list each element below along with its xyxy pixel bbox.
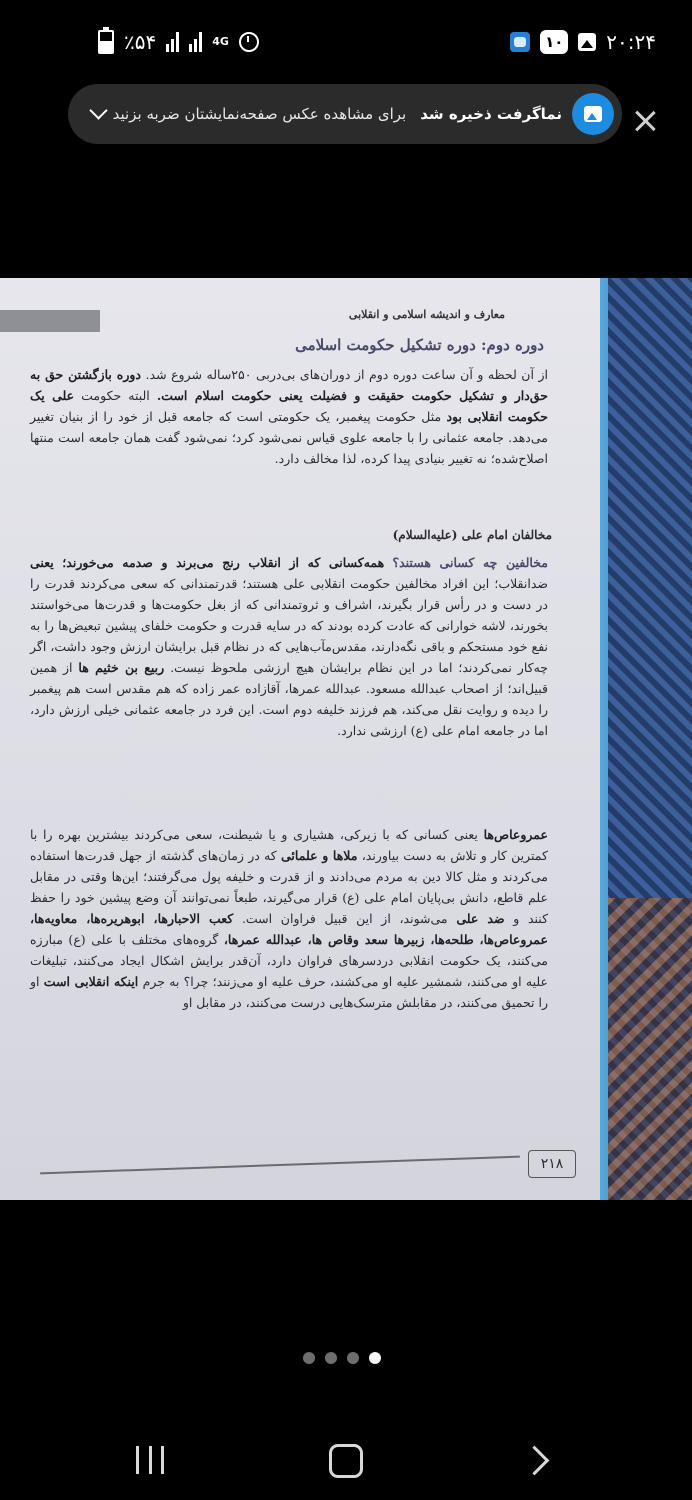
p3-bold-2: ملاها و علمائی [281,848,358,863]
p3-a: یعنی کسانی که با زیرکی، هشیاری و یا شیطنت، سعی می‌کردند بیشترین بهره را با کمترین کار و تلاش به دست بیاورند، [30,827,548,863]
page-dot-active[interactable] [369,1352,381,1364]
toast-message: برای مشاهده عکس صفحه‌نمایشتان ضربه بزنید [112,105,407,123]
network-type: 4G [212,35,229,48]
alarm-icon [239,32,259,52]
toast-title: نماگرفت ذخیره شد [420,105,562,123]
paragraph-2 [30,552,548,741]
notification-count-badge: ۱۰ [540,30,568,54]
status-left [98,30,259,54]
p3-c: می‌شوند، از این قبیل فراوان است. [241,911,448,926]
navigation-bar [0,1420,692,1500]
battery-percent: ٪۵۴ [124,30,157,54]
subheading: مخالفان امام علی (علیه‌السلام) [392,528,552,542]
p1-bold-2: علی یک حکومت انقلابی بود [30,388,548,424]
p2-bold: همه‌کسانی که از انقلاب رنج می‌برند و صدمه می‌خورند؛ یعنی [30,555,385,570]
gallery-icon [572,93,614,135]
signal-icon-2 [189,32,202,52]
status-right [510,30,656,54]
page-rule [40,1156,520,1174]
page-dot[interactable] [325,1352,337,1364]
p1-rest: مثل حکومت پیغمبر، یک حکومتی است که جامعه قبل از خود را از بنیان تغییر می‌دهد. جامعه عثمانی را با جامعه علوی قیاس نمی‌شود کرد؛ نمی‌شود گفت همان جامعه است منتها اصلاح‌شده؛ نه تغییر بنیادی پیدا کرده، لذا مخالف دارد. [30,409,548,466]
p3-b: که در زمان‌های گذشته از جهل قدرت‌ها استفاده می‌کردند و مثل کالا دین به مردم می‌دادند و از قدرت و خلیفه پول می‌گرفتند؛ این‌ها وقتی در مقابل علم قاطع، دانش بی‌پایان امام علی (ع) قرار می‌گیرند، طبعاً نمی‌توانند آن وضع پیشین خود را حفظ کنند و [30,848,549,926]
p2-bold-2: ربیع بن خثیم ها [78,660,165,675]
page-indicator [303,1352,381,1364]
page-header: معارف و اندیشه اسلامی و انقلابی [348,308,505,321]
p1-bold-1: دوره بازگشتن حق به حق‌دار و تشکیل حکومت حقیقت و فضیلت یعنی حکومت اسلام است. [30,367,548,403]
page-dot[interactable] [347,1352,359,1364]
close-icon[interactable] [632,108,658,134]
header-bar [0,310,100,332]
battery-icon [98,30,114,54]
status-bar [0,0,692,90]
paragraph-1 [30,364,548,469]
p2-rest: ضدانقلاب؛ این افراد مخالفین حکومت انقلابی علی هستند؛ قدرتمندانی که سعی می‌کردند قدرت را در دست و در رأس قرار بگیرند، اشراف و ثروتمندانی که از بغل حکومت‌ها و قدرت‌ها می‌خواستند بخورند، لاشه خوارانی که عادت کرده بودند که در سایه قدرت و حکومت خلفای پیشین تبعیض‌ها را به نفع خود مستحکم و باقی نگه‌دارند، مقدس‌مآب‌هایی که در نظام قبل برایشان ارزش وجود داشت، اگر چه‌کار نمی‌کردند؛ اما در این نظام برایشان هیچ ارزشی ملحوظ نیست. [30,576,549,675]
status-time: ۲۰:۲۴ [606,30,656,54]
book-page [0,278,600,1200]
p2-end: از همین قبیل‌اند؛ از اصحاب عبدالله مسعود. عبدالله عمرها، آقازاده عمر زاده که هم مقدس است هم پیغمبر را دیده و روایت نقل می‌کند، هم فرزند خلیفه دوم است. این فرد در جامعه عثمانی خیلی ارزش دارد، اما در جامعه امام علی (ع) ارزشی ندارد. [30,660,548,738]
page-dot[interactable] [303,1352,315,1364]
gallery-icon [578,33,596,51]
p3-bold-1: عمروعاص‌ها [483,827,548,842]
p3-bold-4: کعب الاحبارها، ابوهریره‌ها، معاویه‌ها، عمروعاص‌ها، طلحه‌ها، زبیرها سعد وقاص ها، عبدالله عمرها، [30,911,548,947]
screenshot-saved-toast[interactable] [68,84,622,144]
p3-bold-3: ضد علی [456,911,505,926]
page-number: ۲۱۸ [528,1150,576,1178]
p3-d: گروه‌های مختلف با علی (ع) مبارزه می‌کنند، یک حکومت انقلابی دردسرهای فراوان دارد، آن‌قدر برایش اشکال ایجاد می‌کنند، تبلیغات علیه او می‌کنند، شمشیر علیه او می‌کشند، حرف علیه او می‌زنند؛ چرا؟ به جرم [30,932,548,989]
signal-icon [166,32,179,52]
p3-bold-5: اینکه انقلابی است [43,974,139,989]
chevron-down-icon[interactable] [89,101,107,119]
p3-e: او را تحمیق می‌کنند، در مقابلش مترسک‌هایی درست می‌کنند، در مقابل او [30,974,548,1010]
screenshot-image[interactable] [0,278,692,1200]
p1-lead: از آن لحظه و آن ساعت دوره دوم از دوران‌های بی‌در‌بی ۲۵۰ساله شروع شد. [145,367,548,382]
p1-mid: البته حکومت [81,388,150,403]
paragraph-3 [30,824,548,1013]
app-notification-icon [510,32,530,52]
home-button[interactable] [329,1444,363,1478]
back-button[interactable] [520,1446,550,1476]
p2-question: مخالفین چه کسانی هستند؟ [392,555,548,570]
section-title: دوره دوم: دوره تشکیل حکومت اسلامی [295,336,544,354]
recent-apps-button[interactable] [136,1446,164,1474]
